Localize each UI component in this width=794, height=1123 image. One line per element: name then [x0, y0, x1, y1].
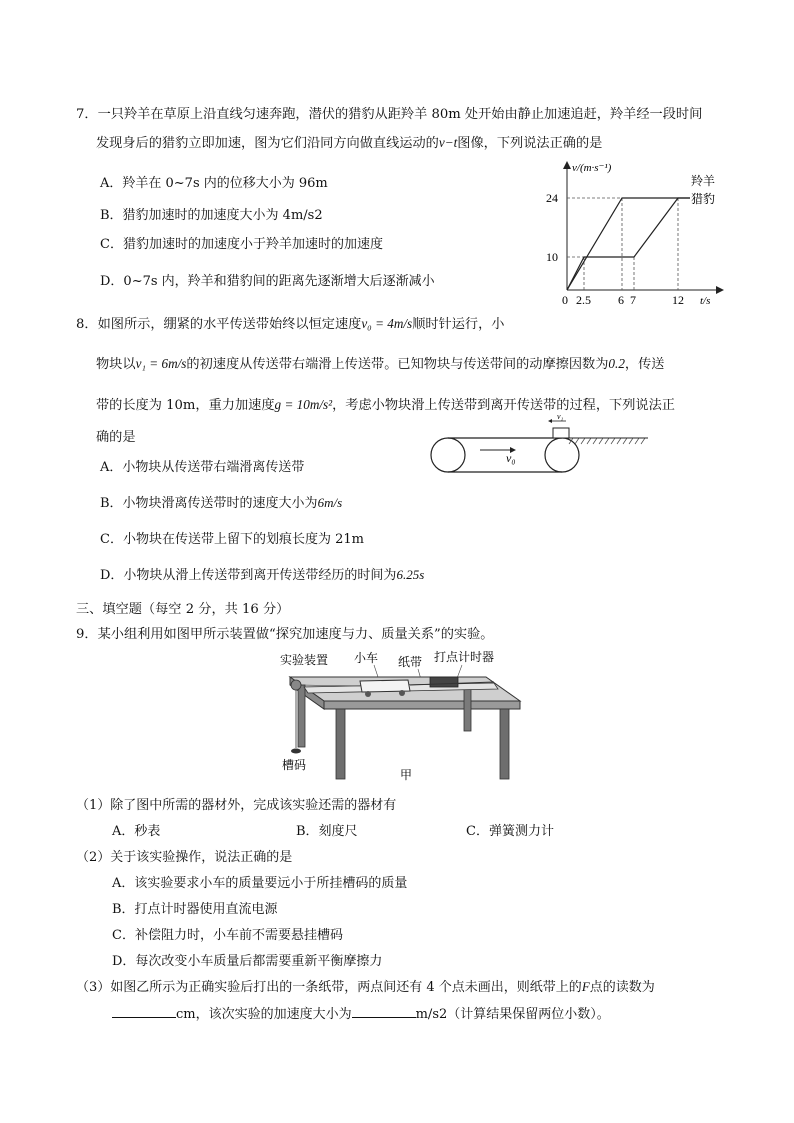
label-weight: 槽码 — [282, 758, 307, 772]
table-edge — [324, 701, 520, 709]
answer-blank-f-reading[interactable] — [112, 1005, 176, 1018]
q8-option-d-value: 6.25s — [396, 567, 425, 582]
q9-part2-option-d: D．每次改变小车质量后都需要重新平衡摩擦力 — [112, 954, 383, 969]
q8-stem-line2-c: ，传送 — [624, 357, 665, 372]
q9-part1-option-b: B．刻度尺 — [296, 824, 358, 839]
q7-option-b: B．猎豹加速时的加速度大小为 4m/s2 — [100, 208, 323, 223]
legend-antelope: 羚羊 — [691, 174, 716, 188]
right-pulley — [545, 438, 579, 472]
q9-part1-option-a: A．秒表 — [112, 824, 161, 839]
q9-part3-line1 — [76, 976, 655, 995]
q8-stem-line2-b: 的初速度从传送带右端滑上传送带。已知物块与传送带间的动摩擦因数为 — [186, 357, 609, 372]
x-tick-7: 7 — [630, 293, 636, 307]
table-leg-front-left — [336, 709, 345, 779]
q9-part3-line2 — [112, 1003, 610, 1022]
cart-wheel-front — [365, 691, 371, 697]
label-tape: 纸带 — [398, 655, 423, 669]
q9-part3-line2-b: m/s2（计算结果保留两位小数）。 — [415, 1007, 610, 1022]
legend-cheetah: 猎豹 — [691, 192, 716, 206]
q9-part3-line1-b: 点的读数为 — [589, 980, 655, 995]
q8-option-b-text: B．小物块滑离传送带时的速度大小为 — [100, 496, 318, 511]
figure-caption: 甲 — [400, 768, 413, 782]
label-cart: 小车 — [354, 651, 379, 665]
answer-blank-acceleration[interactable] — [352, 1005, 416, 1018]
q8-option-b-value: 6m/s — [317, 495, 343, 510]
pulley — [291, 680, 301, 690]
q9-part2-stem: （2）关于该实验操作，说法正确的是 — [76, 850, 293, 865]
q8-stem-line1-a: 8．如图所示，绷紧的水平传送带始终以恒定速度 — [76, 317, 362, 332]
y-tick-24: 24 — [546, 191, 558, 205]
x-tick-0: 0 — [562, 293, 568, 307]
label-timer: 打点计时器 — [434, 650, 495, 664]
table-leg-back-right — [464, 685, 471, 731]
q9-part3-line1-a: （3）如图乙所示为正确实验后打出的一条纸带，两点间还有 4 个点未画出，则纸带上的 — [76, 980, 582, 995]
v1-label: v₁ — [557, 412, 564, 421]
q7-option-a: A．羚羊在 0~7s 内的位移大小为 96m — [100, 176, 328, 191]
q7-option-c: C．猎豹加速时的加速度小于羚羊加速时的加速度 — [100, 237, 383, 252]
q8-stem-line2-a: 物块以 — [96, 357, 136, 372]
y-tick-10: 10 — [546, 250, 558, 264]
q9-part2-option-b: B．打点计时器使用直流电源 — [112, 902, 278, 917]
q7-stem-line2-b: 图像，下列说法正确的是 — [457, 136, 603, 151]
x-tick-12: 12 — [672, 293, 684, 307]
y-axis-label: v/(m·s⁻¹) — [572, 162, 612, 174]
antelope-line — [567, 198, 690, 290]
q8-v1-expr: v₁ = 6m/s — [135, 356, 187, 371]
q8-stem-line1-b: 顺时针运行，小 — [412, 317, 505, 332]
q8-option-b — [100, 492, 342, 511]
q8-stem-line4: 确的是 — [96, 430, 136, 445]
ground-hatch — [569, 438, 645, 444]
q8-option-c: C．小物块在传送带上留下的划痕长度为 21m — [100, 532, 364, 547]
x-tick-2_5: 2.5 — [576, 293, 591, 307]
q7-stem-line2 — [96, 132, 602, 151]
q7-stem-line2-a: 发现身后的猎豹立即加速，图为它们沿同方向做直线运动的 — [96, 136, 439, 151]
x-axis-label: t/s — [700, 295, 711, 307]
lab-apparatus-figure — [268, 645, 530, 785]
q8-v0-expr: v₀ = 4m/s — [361, 316, 413, 331]
q8-option-d — [100, 564, 424, 583]
table-leg-front-right — [500, 709, 509, 779]
block — [553, 428, 569, 438]
q7-stem-line1: 7．一只羚羊在草原上沿直线匀速奔跑，潜伏的猎豹从距羚羊 80m 处开始由静止加速追赶，羚羊经一段时间 — [76, 107, 703, 122]
q8-option-d-text: D．小物块从滑上传送带到离开传送带经历的时间为 — [100, 568, 397, 583]
q7-option-d: D．0~7s 内，羚羊和猎豹间的距离先逐渐增大后逐渐减小 — [100, 274, 435, 289]
conveyor-belt-figure — [418, 410, 658, 482]
q9-part2-option-a: A．该实验要求小车的质量要远小于所挂槽码的质量 — [112, 876, 408, 891]
q8-mu-value: 0.2 — [608, 356, 625, 371]
section-3-heading: 三、填空题（每空 2 分，共 16 分） — [76, 602, 290, 617]
q9-part3-line2-a: cm，该次实验的加速度大小为 — [176, 1007, 352, 1022]
v1-arrow-head — [548, 419, 552, 423]
q8-g-expr: g = 10m/s² — [274, 397, 333, 412]
timer — [430, 677, 458, 687]
q8-stem-line2 — [96, 353, 664, 372]
cheetah-line — [567, 198, 690, 290]
q7-vt-symbol: v−t — [438, 135, 458, 150]
x-tick-6: 6 — [618, 293, 624, 307]
vt-graph — [540, 155, 730, 310]
table-leg-back-left — [298, 685, 305, 747]
q8-stem-line1 — [76, 313, 505, 332]
q9-part2-option-c: C．补偿阻力时，小车前不需要悬挂槽码 — [112, 928, 343, 943]
q8-stem-line3-b: ，考虑小物块滑上传送带到离开传送带的过程，下列说法正 — [332, 398, 675, 413]
q9-part1-option-c: C．弹簧测力计 — [466, 824, 554, 839]
q9-stem: 9．某小组利用如图甲所示装置做“探究加速度与力、质量关系”的实验。 — [76, 627, 494, 642]
q9-point-f: F — [581, 979, 590, 994]
label-apparatus: 实验装置 — [280, 653, 329, 667]
q8-option-a: A．小物块从传送带右端滑离传送带 — [100, 460, 305, 475]
cart-wheel-back — [399, 690, 405, 696]
hanging-weight — [291, 749, 301, 754]
v0-label: v₀ — [506, 451, 516, 465]
left-pulley — [431, 438, 465, 472]
q9-part1-stem: （1）除了图中所需的器材外，完成该实验还需的器材有 — [76, 798, 397, 813]
q8-stem-line3-a: 带的长度为 10m，重力加速度 — [96, 398, 275, 413]
